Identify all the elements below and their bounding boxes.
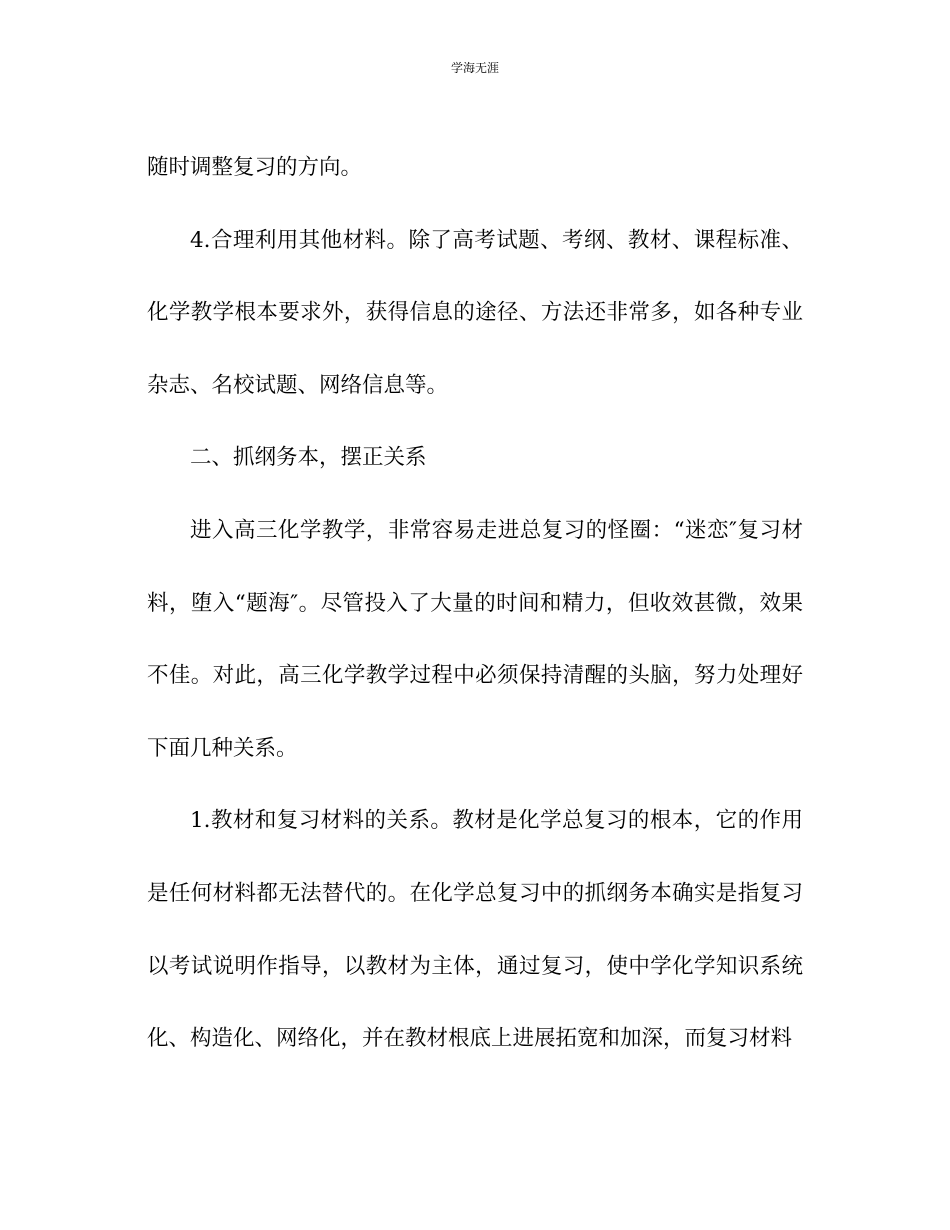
paragraph-other-materials: 4.合理利用其他材料。除了高考试题、考纲、教材、课程标准、化学教学根本要求外，获得信息的途径、方法还非常多，如各种专业杂志、名校试题、网络信息等。 (147, 227, 803, 398)
paragraph-textbook-relation: 1.教材和复习材料的关系。教材是化学总复习的根本，它的作用是任何材料都无法替代的。在化学总复习中的抓纲务本确实是指复习以考试说明作指导，以教材为主体，通过复习，使中学化学知识系统化、构造化、网络化，并在教材根底上进展拓宽和加深，而复习材料 (147, 808, 803, 1052)
paragraph-continuation: 随时调整复习的方向。 (147, 155, 363, 180)
page-header: 学海无涯 (450, 61, 499, 75)
section-heading: 二、抓纲务本，摆正关系 (190, 445, 427, 471)
paragraph-intro: 进入高三化学教学，非常容易走进总复习的怪圈：“迷恋″复习材料，堕入“题海″。尽管投入了大量的时间和精力，但收效甚微，效果不佳。对此，高三化学教学过程中必须保持清醒的头脑，努力处理好下面几种关系。 (147, 517, 803, 761)
document-body (147, 132, 803, 1076)
